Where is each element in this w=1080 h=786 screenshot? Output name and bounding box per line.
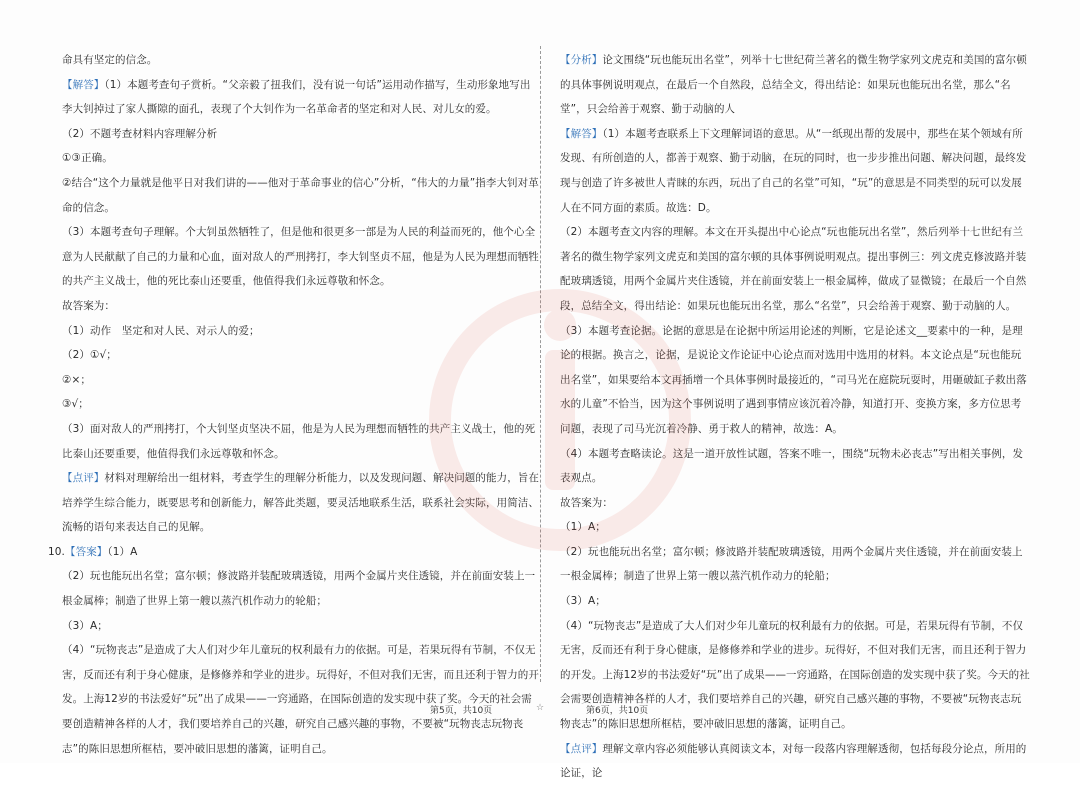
left-column	[48, 48, 540, 761]
paragraph: （4）“玩物丧志”是造成了大人们对少年儿童玩的权利最有力的依据。可是，若果玩得有节制，不仅无害，反而还有利于身心健康，是修修养和学业的进步。玩得好，不但对我们无害，而且还利于智力的开发。上海12岁的书法爱好“玩”出了成果——一窍通路，在国际创造的发实现中获了奖。今天的社会需要创造精神各样的人才，我们要培养自己的兴趣，研究自己感兴趣的事物，不要被“玩物丧志玩物丧志”的陈旧思想所框桔，要冲破旧思想的藩篱，证明自己。	[560, 619, 1030, 731]
paragraph: （2）①√；	[62, 349, 117, 362]
paragraph: 故答案为：	[62, 299, 115, 312]
paragraph: （4）本题考查略读论。这是一道开放性试题，答案不唯一，围绕“玩物未必丧志”写出相关事例，发表观点。	[560, 447, 1024, 485]
paragraph: （4）“玩物丧志”是造成了大人们对少年儿童玩的权利最有力的依据。可是，若果玩得有节制，不仅无害，反而还有利于身心健康，是修修养和学业的进步。玩得好，不但对我们无害，而且还利于智力的开发。上海12岁的书法爱好“玩”出了成果——一窍通路，在国际创造的发实现中获了奖。今天的社会需要创造精神各样的人才，我们要培养自己的兴趣，研究自己感兴趣的事物，不要被“玩物丧志玩物丧志”的陈旧思想所框桔，要冲破旧思想的藩篱，证明自己。	[62, 644, 539, 755]
page-number-left: 第5页，共10页	[430, 706, 493, 716]
center-mark: ☆	[536, 703, 545, 713]
paragraph: 故答案为：	[560, 496, 613, 509]
comment-tag: 【点评】	[560, 742, 603, 755]
paragraph: 【点评】材料对理解给出一组材料，考查学生的理解分析能力，以及发现问题、解决问题的能力，旨在培养学生综合能力，既要思考和创新能力，解答此类题，要灵活地联系生活，联系社会实际，用简洁、流畅的语句来表达自己的见解。	[62, 472, 540, 534]
answer-tag: 【解答】	[62, 78, 105, 91]
paragraph: ③√；	[62, 398, 89, 411]
question-number: 10.	[48, 545, 65, 558]
paragraph: （3）本题考查论据。论据的意思是在论据中所运用论述的判断，它是论述文__要素中的一种，是理论的根据。换言之，论据，是说论文作论证中心论点而对选用中选用的材料。本文论点是“玩也能玩出名堂”，如果要给本文再插增一个具体事例时最接近的，“司马光在庭院玩耍时，用砸破缸子救出落水的儿童”不恰当，因为这个事例说明了遇到事情应该沉着冷静，知道打开、变换方案，多方位思考问题，表现了司马光沉着冷静、勇于救人的精神，故选：A。	[560, 324, 1027, 435]
paragraph: （1）动作 坚定和对人民、对示人的爱；	[62, 324, 260, 337]
paragraph: （1）A；	[560, 521, 606, 534]
paragraph: 【解答】（1）本题考查联系上下文理解词语的意思。从“一纸现出帮的发展中，那些在某个领域有所发现、有所创造的人，都善于观察、勤于动脑，在玩的同时，也一步步推出问题、解决问题，最终发现与创造了许多被世人青睐的东西，玩出了自己的名堂”可知，“玩”的意思是不同类型的玩可以发展人在不同方面的素质。故选：D。	[560, 127, 1027, 214]
paragraph: ②结合“这个力量就是他平日对我们讲的——他对于革命事业的信心”分析，“伟大的力量”指李大钊对革命的信念。	[62, 176, 539, 214]
paragraph: （3）面对敌人的严刑拷打，个大钊坚贞坚决不屈，他是为人民为理想而牺牲的共产主义战士，他的死比泰山还要重要，他值得我们永远尊敬和怀念。	[62, 422, 536, 460]
paragraph: （3）A；	[62, 619, 108, 632]
paragraph: （2）玩也能玩出名堂；富尔顿；修波路并装配玻璃透镜，用两个金属片夹住透镜，并在前面安装上一根金属棒；制造了世界上第一艘以蒸汽机作动力的轮船；	[62, 570, 536, 608]
column-divider	[540, 46, 541, 682]
paragraph: （2）玩也能玩出名堂；富尔顿；修波路并装配玻璃透镜，用两个金属片夹住透镜，并在前面安装上一根金属棒；制造了世界上第一艘以蒸汽机作动力的轮船；	[560, 545, 1023, 583]
analysis-tag: 【分析】	[560, 54, 603, 66]
paragraph: 【解答】（1）本题考查句子赏析。“父亲毅了扭我们，没有说一句话”运用动作描写，生动形象地写出李大钊掉过了家人撕隙的面孔，表现了个大钊作为一名革命者的坚定和对人民、对儿女的爱。	[62, 78, 531, 116]
paragraph: ②×；	[62, 373, 92, 386]
answer-tag: 【解答】	[560, 127, 603, 140]
paragraph: （2）不题考查材料内容理解分析	[62, 127, 218, 140]
paragraph: （3）A；	[560, 595, 606, 608]
paragraph: 【分析】论文围绕“玩也能玩出名堂”，列举十七世纪荷兰著名的微生物学家列文虎克和美国的富尔顿的具体事例说明观点，在最后一个自然段，总结全文，得出结论：如果玩也能玩出名堂，那么“名堂”，只会给善于观察、勤于动脑的人	[560, 54, 1027, 116]
comment-tag: 【点评】	[62, 472, 105, 485]
page-number-right: 第6页，共10页	[586, 706, 649, 716]
answer-key-tag: 【答案】	[65, 545, 108, 558]
paragraph: 10.【答案】（1）A	[48, 545, 138, 558]
paragraph: 命具有坚定的信念。	[62, 54, 158, 66]
paragraph: ①③正确。	[62, 152, 113, 165]
paragraph: 【点评】理解文章内容必须能够认真阅读文本，对每一段落内容理解透彻，包括每段分论点，所用的论证，论	[560, 742, 1027, 780]
paragraph: （2）本题考查文内容的理解。本文在开头提出中心论点“玩也能玩出名堂”，然后列举十七世纪有兰著名的微生物学家列文虎克和美国的富尔顿的具体事例说明观点。提出事例三：列文虎克修波路并装配玻璃透镜，用两个金属片夹住透镜，并在前面安装上一根金属棒，做成了显微镜；在最后一个自然段，总结全文，得出结论：如果玩也能玩出名堂，那么“名堂”，只会给善于观察、勤于动脑的人。	[560, 226, 1027, 312]
right-column	[560, 48, 1030, 786]
paragraph: （3）本题考查句子理解。个大钊虽然牺牲了，但是他和很更多一部是为人民的利益而死的，他个心全意为人民献献了自己的力量和心血，面对敌人的严刑拷打，李大钊坚贞不屈，他是为人民为理想而牺牲的共产主义战士，他的死比泰山还要重，他值得我们永远尊敬和怀念。	[62, 226, 539, 288]
